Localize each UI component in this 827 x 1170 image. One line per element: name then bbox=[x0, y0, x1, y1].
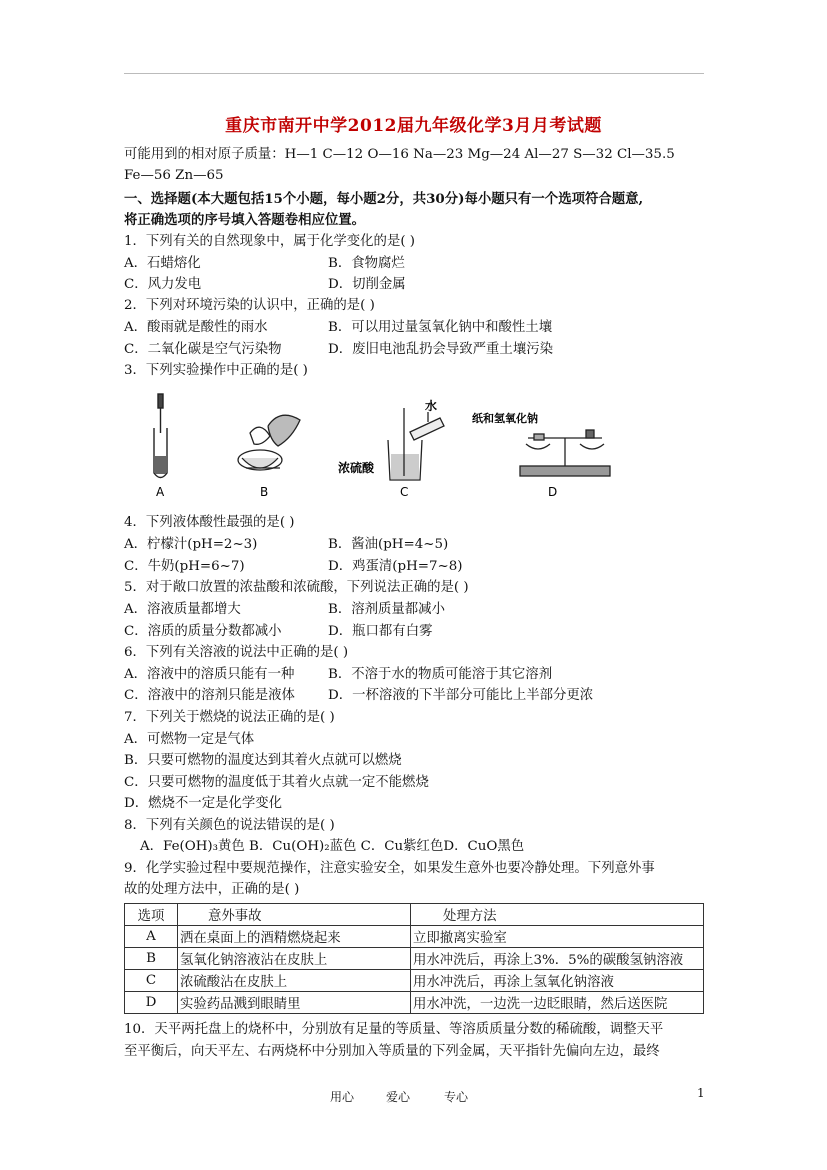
table-cell: C bbox=[125, 970, 178, 992]
question-stem: 8．下列有关颜色的说法错误的是( ) bbox=[124, 818, 335, 833]
option-a: A．可燃物一定是气体 bbox=[124, 732, 255, 747]
option-d: D．燃烧不一定是化学变化 bbox=[124, 796, 283, 811]
atomic-mass-line: Fe—56 Zn—65 bbox=[124, 168, 224, 183]
page-number: 1 bbox=[697, 1086, 705, 1100]
section-header: 一、选择题(本大题包括15个小题，每小题2分，共30分)每小题只有一个选项符合题意, bbox=[124, 191, 644, 207]
footer-text: 用心 bbox=[330, 1090, 355, 1104]
option-b: B．不溶于水的物质可能溶于其它溶剂 bbox=[328, 667, 553, 682]
option-a: A．溶液中的溶质只能有一种 bbox=[124, 667, 295, 682]
table-cell: 用水冲洗后，再涂上3%．5%的碳酸氢钠溶液 bbox=[411, 948, 704, 970]
option-c: C．风力发电 bbox=[124, 277, 202, 292]
option-b: B．可以用过量氢氧化钠中和酸性土壤 bbox=[328, 320, 553, 335]
table-cell: 立即撤离实验室 bbox=[411, 926, 704, 948]
table-cell: A bbox=[125, 926, 178, 948]
question-stem: 9．化学实验过程中要规范操作，注意实验安全，如果发生意外也要冷静处理。下列意外事 bbox=[124, 861, 655, 876]
figure-b-alcohol-lamp bbox=[238, 415, 300, 470]
question-stem: 4．下列液体酸性最强的是( ) bbox=[124, 515, 295, 530]
figure-label-b: B bbox=[260, 485, 269, 499]
option-a: A．柠檬汁(pH=2~3) bbox=[124, 537, 258, 552]
question-stem: 3．下列实验操作中正确的是( ) bbox=[124, 363, 308, 378]
lab-operations-figure bbox=[150, 388, 620, 508]
page-title: 重庆市南开中学2012届九年级化学3月月考试题 bbox=[225, 116, 602, 136]
table-header: 意外事故 bbox=[178, 904, 411, 926]
figure-label-water: 水 bbox=[425, 399, 438, 413]
footer-text: 专心 bbox=[444, 1090, 469, 1104]
question-stem: 故的处理方法中，正确的是( ) bbox=[124, 882, 300, 897]
option-a: A．溶液质量都增大 bbox=[124, 602, 241, 617]
accident-table bbox=[124, 903, 704, 1014]
table-header: 处理方法 bbox=[411, 904, 704, 926]
question-stem: 至平衡后，向天平左、右两烧杯中分别加入等质量的下列金属，天平指针先偏向左边，最终 bbox=[124, 1044, 660, 1059]
table-cell: 用水冲洗后，再涂上氢氧化钠溶液 bbox=[411, 970, 704, 992]
option-d: D．切削金属 bbox=[328, 277, 406, 292]
figure-label-paper: 纸和氢氧化钠 bbox=[472, 412, 538, 425]
footer-text: 爱心 bbox=[386, 1090, 411, 1104]
table-row bbox=[125, 970, 704, 992]
figure-label-d: D bbox=[548, 485, 558, 499]
figure-c-dilution bbox=[388, 408, 444, 480]
option-d: D．鸡蛋清(pH=7~8) bbox=[328, 559, 463, 574]
table-cell: D bbox=[125, 992, 178, 1014]
option-c: C．二氧化碳是空气污染物 bbox=[124, 342, 282, 357]
options-line: A．Fe(OH)₃黄色 B．Cu(OH)₂蓝色 C．Cu紫红色D．CuO黑色 bbox=[140, 839, 525, 854]
option-c: C．溶液中的溶剂只能是液体 bbox=[124, 688, 295, 703]
option-c: C．溶质的质量分数都减小 bbox=[124, 624, 282, 639]
option-b: B．酱油(pH=4~5) bbox=[328, 537, 449, 552]
option-d: D．瓶口都有白雾 bbox=[328, 624, 433, 639]
question-stem: 5．对于敞口放置的浓盐酸和浓硫酸，下列说法正确的是( ) bbox=[124, 580, 469, 595]
table-header-row bbox=[125, 904, 704, 926]
table-cell: 用水冲洗，一边洗一边眨眼睛，然后送医院 bbox=[411, 992, 704, 1014]
option-c: C．只要可燃物的温度低于其着火点就一定不能燃烧 bbox=[124, 775, 429, 790]
table-cell: 洒在桌面上的酒精燃烧起来 bbox=[178, 926, 411, 948]
option-a: A．石蜡熔化 bbox=[124, 256, 201, 271]
question-stem: 7．下列关于燃烧的说法正确的是( ) bbox=[124, 710, 335, 725]
question-stem: 1．下列有关的自然现象中，属于化学变化的是( ) bbox=[124, 234, 416, 249]
figure-label-a: A bbox=[156, 485, 165, 499]
figure-d-balance bbox=[520, 430, 610, 476]
table-cell: 实验药品溅到眼睛里 bbox=[178, 992, 411, 1014]
table-header: 选项 bbox=[125, 904, 178, 926]
figure-label-acid: 浓硫酸 bbox=[338, 461, 375, 475]
table-row bbox=[125, 948, 704, 970]
option-a: A．酸雨就是酸性的雨水 bbox=[124, 320, 268, 335]
table-row bbox=[125, 992, 704, 1014]
option-d: D．废旧电池乱扔会导致严重土壤污染 bbox=[328, 342, 553, 357]
question-stem: 2．下列对环境污染的认识中，正确的是( ) bbox=[124, 298, 375, 313]
atomic-mass-line: 可能用到的相对原子质量：H—1 C—12 O—16 Na—23 Mg—24 Al—27 S—32 Cl—35.5 bbox=[124, 147, 675, 162]
table-cell: B bbox=[125, 948, 178, 970]
figure-label-c: C bbox=[400, 485, 409, 499]
option-b: B．只要可燃物的温度达到其着火点就可以燃烧 bbox=[124, 753, 402, 768]
option-b: B．溶剂质量都减小 bbox=[328, 602, 445, 617]
option-c: C．牛奶(pH=6~7) bbox=[124, 559, 245, 574]
figure-a-dropper-test-tube bbox=[154, 394, 167, 478]
question-stem: 10．天平两托盘上的烧杯中，分别放有足量的等质量、等溶质质量分数的稀硫酸，调整天平 bbox=[124, 1022, 664, 1037]
section-header: 将正确选项的序号填入答题卷相应位置。 bbox=[124, 212, 366, 228]
option-b: B．食物腐烂 bbox=[328, 256, 405, 271]
question-stem: 6．下列有关溶液的说法中正确的是( ) bbox=[124, 645, 349, 660]
table-cell: 浓硫酸沾在皮肤上 bbox=[178, 970, 411, 992]
header-rule bbox=[124, 73, 704, 74]
table-row bbox=[125, 926, 704, 948]
option-d: D．一杯溶液的下半部分可能比上半部分更浓 bbox=[328, 688, 594, 703]
table-cell: 氢氧化钠溶液沾在皮肤上 bbox=[178, 948, 411, 970]
